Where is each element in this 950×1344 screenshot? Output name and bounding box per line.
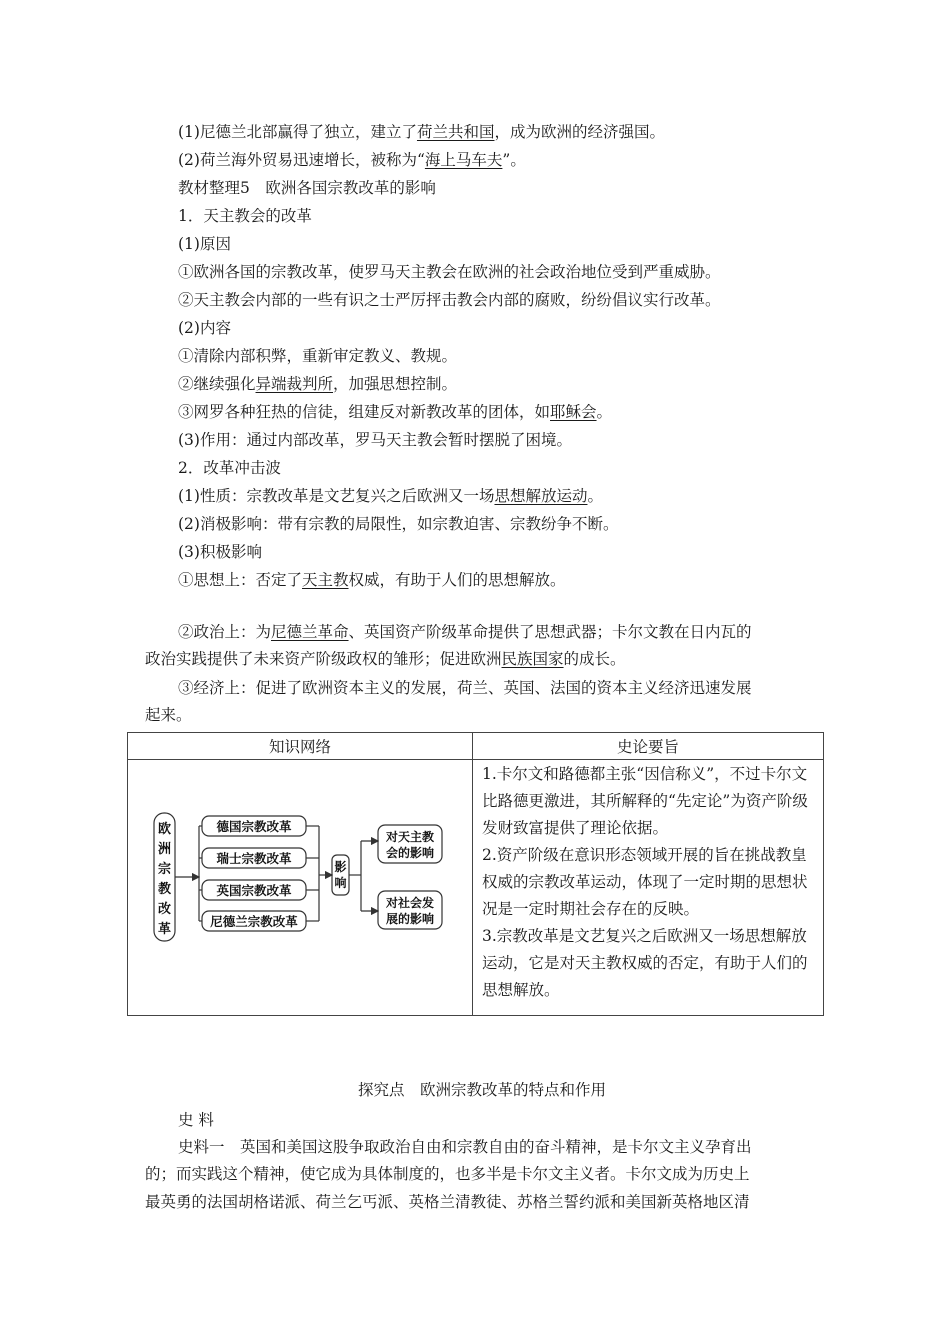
line-18: ②政治上：为尼德兰革命、英国资产阶级革命提供了思想武器；卡尔文教在日内瓦的 (178, 623, 752, 641)
line-17: ①思想上：否定了天主教权威，有助于人们的思想解放。 (178, 571, 566, 589)
knowledge-table (127, 732, 824, 1016)
line-14: (1)性质：宗教改革是文艺复兴之后欧洲又一场思想解放运动。 (178, 487, 603, 505)
diagram-branch-2: 瑞士宗教改革 (216, 851, 292, 866)
diagram-branch-4: 尼德兰宗教改革 (210, 914, 298, 929)
diagram-branch-3: 英国宗教改革 (216, 883, 292, 898)
line-9: ①清除内部积弊，重新审定教义、教规。 (178, 347, 458, 365)
line-19: 政治实践提供了未来资产阶级政权的雏形；促进欧洲民族国家的成长。 (145, 650, 626, 668)
summary-cell (473, 760, 824, 1016)
line-5: (1)原因 (178, 235, 231, 253)
knowledge-diagram-cell (128, 760, 473, 1016)
line-1: (1)尼德兰北部赢得了独立，建立了荷兰共和国，成为欧洲的经济强国。 (178, 123, 665, 141)
line-7: ②天主教会内部的一些有识之士严厉抨击教会内部的腐败，纷纷倡议实行改革。 (178, 291, 721, 309)
line-2: (2)荷兰海外贸易迅速增长，被称为“海上马车夫”。 (178, 151, 526, 169)
term-thought-liberation: 思想解放运动 (494, 487, 588, 505)
term-sea-coachman: 海上马车夫 (424, 151, 503, 169)
line-8: (2)内容 (178, 319, 231, 337)
sources-label: 史 料 (178, 1111, 214, 1129)
term-jesuits: 耶稣会 (550, 403, 597, 421)
summary-point-2: 2.资产阶级在意识形态领域开展的旨在挑战教皇权威的宗教改革运动，体现了一定时期的思想状况是一定时期社会存在的反映。 (482, 846, 808, 918)
term-nation-state: 民族国家 (501, 650, 564, 668)
term-dutch-revolution: 尼德兰革命 (271, 623, 349, 641)
summary-point-1: 1.卡尔文和路德都主张“因信称义”，不过卡尔文比路德更激进，其所解释的“先定论”为资产阶级发财致富提供了理论依据。 (482, 765, 808, 837)
summary-point-3: 3.宗教改革是文艺复兴之后欧洲又一场思想解放运动，它是对天主教权威的否定，有助于人们的思想解放。 (482, 927, 808, 999)
source-line-1: 史料一 英国和美国这股争取政治自由和宗教自由的奋斗精神，是卡尔文主义孕育出 (178, 1138, 752, 1156)
knowledge-diagram (129, 761, 471, 1009)
source-line-2: 的；而实践这个精神，使它成为具体制度的，也多半是卡尔文主义者。卡尔文成为历史上 (145, 1165, 750, 1183)
inquiry-title: 探究点 欧洲宗教改革的特点和作用 (358, 1081, 607, 1099)
line-15: (2)消极影响：带有宗教的局限性，如宗教迫害、宗教纷争不断。 (178, 515, 619, 533)
line-6: ①欧洲各国的宗教改革，使罗马天主教会在欧洲的社会政治地位受到严重威胁。 (178, 263, 721, 281)
term-dutch-republic: 荷兰共和国 (416, 123, 495, 141)
diagram-root-label: 欧洲宗教改革 (157, 822, 172, 937)
line-11: ③网罗各种狂热的信徒，组建反对新教改革的团体，如耶稣会。 (178, 403, 613, 421)
line-4: 1．天主教会的改革 (178, 207, 312, 225)
source-line-3: 最英勇的法国胡格诺派、荷兰乞丐派、英格兰清教徒、苏格兰誓约派和美国新英格地区清 (145, 1193, 750, 1211)
table-header-left: 知识网络 (128, 733, 473, 760)
term-catholicism: 天主教 (302, 571, 349, 589)
diagram-result-1: 对天主教会的影响 (385, 830, 435, 860)
diagram-middle-label: 影响 (334, 860, 347, 890)
term-inquisition: 异端裁判所 (255, 375, 334, 393)
line-21: 起来。 (145, 706, 192, 724)
diagram-svg (129, 761, 471, 1009)
section-heading-5: 教材整理5 欧洲各国宗教改革的影响 (178, 179, 436, 197)
table-header-right: 史论要旨 (473, 733, 824, 760)
line-12: (3)作用：通过内部改革，罗马天主教会暂时摆脱了困境。 (178, 431, 572, 449)
line-10: ②继续强化异端裁判所，加强思想控制。 (178, 375, 458, 393)
diagram-result-2: 对社会发展的影响 (385, 896, 435, 926)
line-20: ③经济上：促进了欧洲资本主义的发展，荷兰、英国、法国的资本主义经济迅速发展 (178, 679, 752, 697)
line-16: (3)积极影响 (178, 543, 262, 561)
line-13: 2．改革冲击波 (178, 459, 281, 477)
diagram-branch-1: 德国宗教改革 (216, 819, 292, 834)
